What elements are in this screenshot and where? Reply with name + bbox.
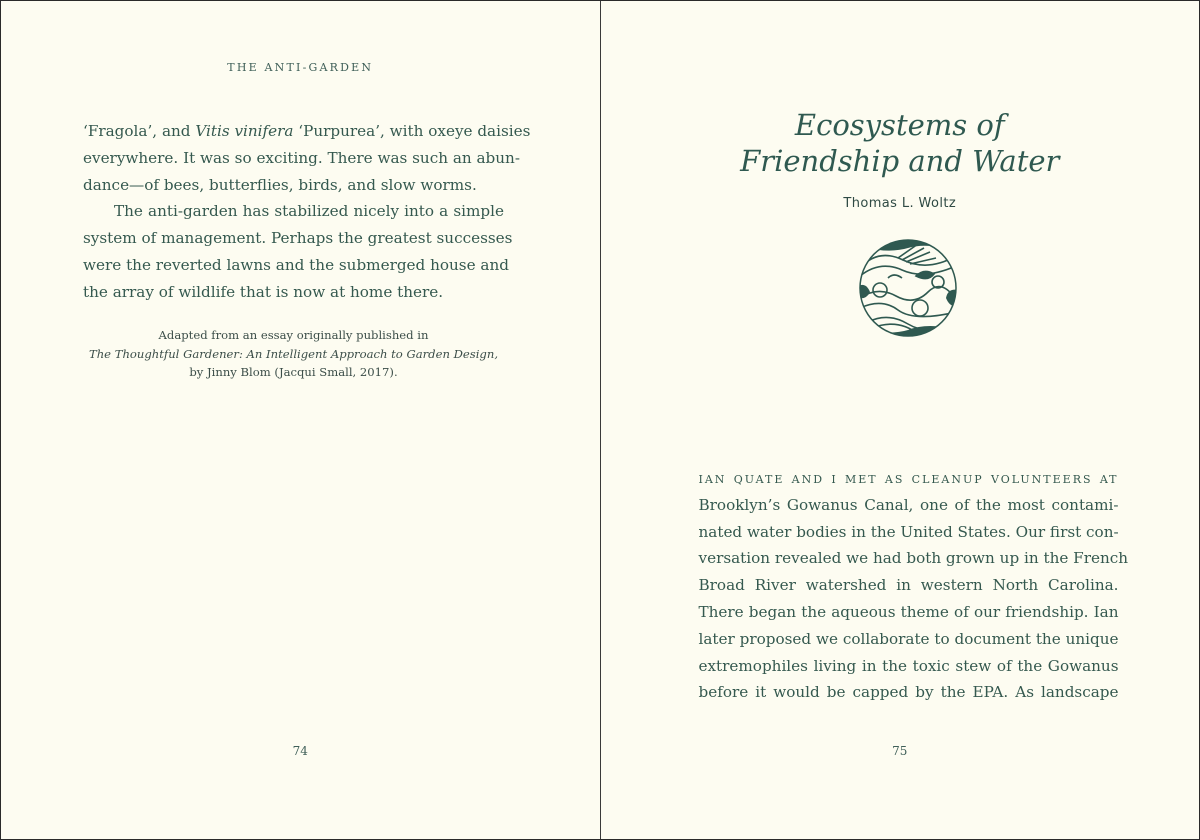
text-line: ‘Fragola’, and Vitis vinifera ‘Purpurea’, with oxeye daisies <box>83 122 531 140</box>
chapter-title-line: Ecosystems of <box>794 108 1005 142</box>
text-line: Brooklyn’s Gowanus Canal, one of the most contami- <box>698 495 1119 514</box>
chapter-title-line: Friendship and Water <box>740 144 1060 178</box>
right-body-text <box>698 465 1129 706</box>
text-line: extremophiles living in the toxic stew of the Gowanus <box>698 656 1119 675</box>
chapter-author: Thomas L. Woltz <box>843 196 957 211</box>
credit-line: by Jinny Blom (Jacqui Small, 2017). <box>189 365 398 379</box>
text-line: system of management. Perhaps the greatest successes <box>83 229 513 248</box>
page-number: 74 <box>292 744 308 758</box>
running-head: THE ANTI-GARDEN <box>227 61 374 74</box>
text-line: before it would be capped by the EPA. As landscape <box>698 683 1119 702</box>
credit-line: Adapted from an essay originally published in <box>158 328 429 342</box>
source-credit <box>83 326 504 382</box>
circular-engraving-emblem-icon <box>858 238 958 338</box>
text-line: The anti-garden has stabilized nicely into a simple <box>114 202 504 221</box>
text-line: Broad River watershed in western North Carolina. <box>698 576 1119 595</box>
text-line: versation revealed we had both grown up in the French <box>698 549 1129 568</box>
text-line: everywhere. It was so exciting. There was such an abun- <box>83 148 520 167</box>
left-body-text <box>83 118 531 306</box>
page-number: 75 <box>892 744 908 758</box>
left-page <box>1 1 601 839</box>
text-line: were the reverted lawns and the submerged house and <box>83 255 509 274</box>
text-line: There began the aqueous theme of our friendship. Ian <box>698 602 1119 621</box>
right-page <box>601 1 1200 839</box>
text-line: later proposed we collaborate to document the unique <box>698 629 1119 648</box>
text-line: nated water bodies in the United States. Our first con- <box>698 522 1119 541</box>
text-line: the array of wildlife that is now at home there. <box>83 282 444 301</box>
text-line: dance—of bees, butterflies, birds, and slow worms. <box>83 175 477 194</box>
credit-book-title: The Thoughtful Gardener: An Intelligent Approach to Garden Design, <box>88 346 499 361</box>
opening-small-caps: ian quate and i met as cleanup volunteers at <box>698 469 1119 487</box>
chapter-title <box>601 107 1200 179</box>
